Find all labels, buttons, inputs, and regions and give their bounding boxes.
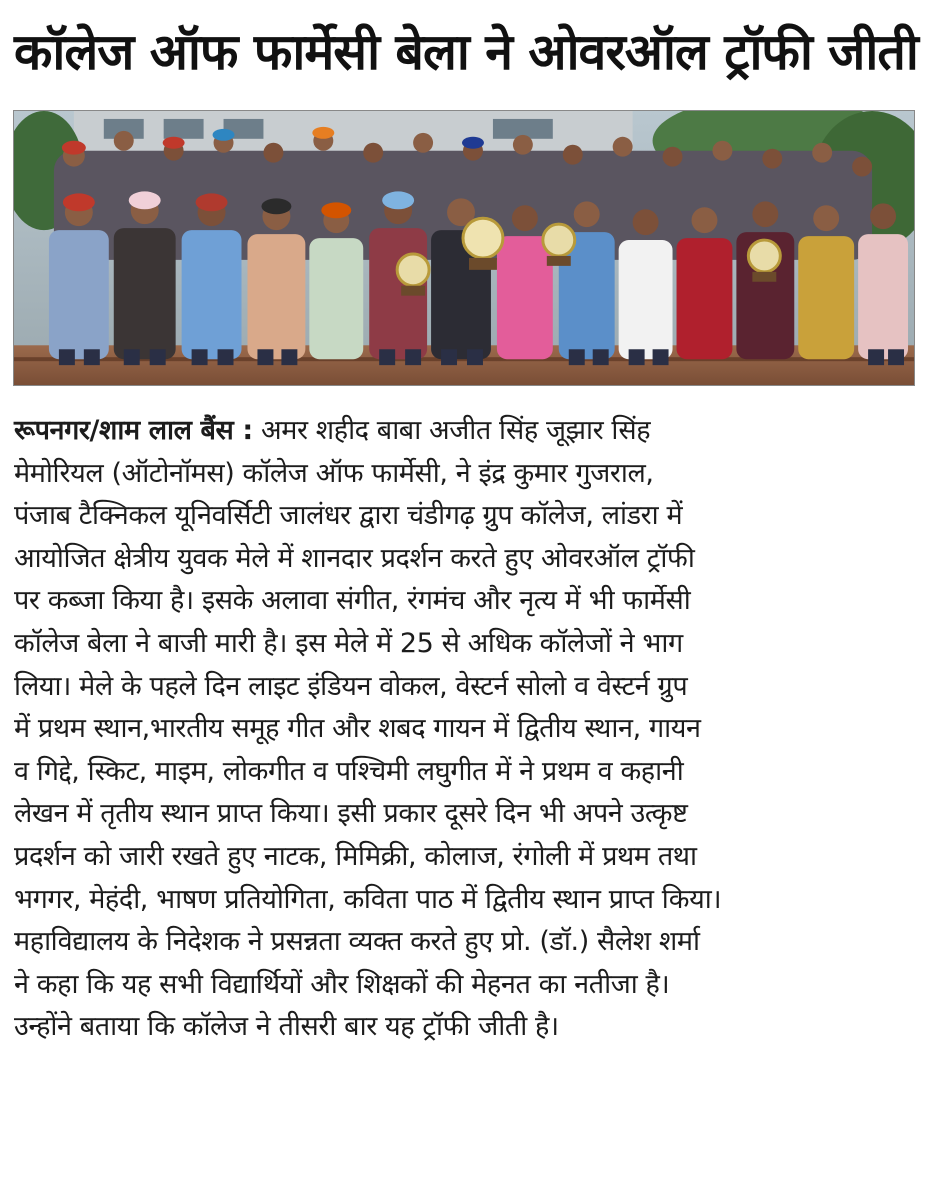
article-line: में प्रथम स्थान,भारतीय समूह गीत और शबद गायन में द्वितीय स्थान, गायन: [14, 713, 701, 745]
article-line: उन्होंने बताया कि कॉलेज ने तीसरी बार यह ट्रॉफी जीती है।: [14, 1011, 559, 1043]
article-line-text: अमर शहीद बाबा अजीत सिंह जूझार सिंह: [260, 415, 651, 446]
article-line: लेखन में तृतीय स्थान प्राप्त किया। इसी प्रकार दूसरे दिन भी अपने उत्कृष्ट: [14, 798, 688, 830]
headline: कॉलेज ऑफ फार्मेसी बेला ने ओवरऑल ट्रॉफी जीती: [14, 23, 918, 81]
article-line: मेमोरियल (ऑटोनॉमस) कॉलेज ऑफ फार्मेसी, ने इंद्र कुमार गुजराल,: [14, 457, 654, 489]
article-line: व गिद्दे, स्किट, माइम, लोकगीत व पश्चिमी लघुगीत में ने प्रथम व कहानी: [14, 755, 684, 787]
article-line: ने कहा कि यह सभी विद्यार्थियों और शिक्षकों की मेहनत का नतीजा है।: [14, 968, 670, 1000]
article-line: लिया। मेले के पहले दिन लाइट इंडियन वोकल, वेस्टर्न सोलो व वेस्टर्न ग्रुप: [14, 670, 688, 702]
group-photo-icon: [14, 111, 914, 385]
article-line: [14, 410, 920, 453]
article-line: भगगर, मेहंदी, भाषण प्रतियोगिता, कविता पाठ में द्वितीय स्थान प्राप्त किया।: [14, 883, 722, 915]
article-line: आयोजित क्षेत्रीय युवक मेले में शानदार प्रदर्शन करते हुए ओवरऑल ट्रॉफी: [14, 542, 695, 574]
article-line: कॉलेज बेला ने बाजी मारी है। इस मेले में 25 से अधिक कॉलेजों ने भाग: [14, 627, 683, 659]
article-line: महाविद्यालय के निदेशक ने प्रसन्नता व्यक्त करते हुए प्रो. (डॉ.) सैलेश शर्मा: [14, 926, 700, 958]
article-line: पर कब्जा किया है। इसके अलावा संगीत, रंगमंच और नृत्य में भी फार्मेसी: [14, 585, 691, 617]
byline: रूपनगर/शाम लाल बैंस :: [14, 415, 253, 446]
article-body: [14, 410, 920, 1049]
article-line: पंजाब टैक्निकल यूनिवर्सिटी जालंधर द्वारा चंडीगढ़ ग्रुप कॉलेज, लांडरा में: [14, 500, 683, 532]
group-photo: [13, 110, 915, 386]
article-line: प्रदर्शन को जारी रखते हुए नाटक, मिमिक्री, कोलाज, रंगोली में प्रथम तथा: [14, 840, 697, 872]
